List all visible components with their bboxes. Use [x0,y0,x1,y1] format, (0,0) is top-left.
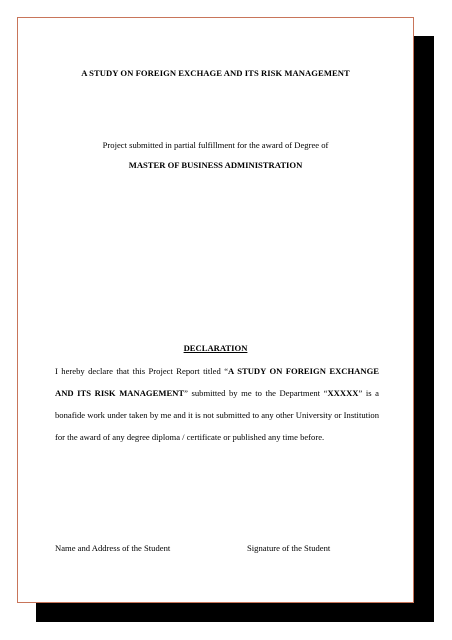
declaration-heading: DECLARATION [183,343,248,353]
declaration-text-3: ” is a bonafide work under taken by me and it is not submitted to any other University or Institution for the award of any degree diploma / certificate or published any time before. [55,388,379,442]
declaration-paragraph [55,360,379,448]
degree-title: MASTER OF BUSINESS ADMINISTRATION [128,160,303,170]
document-title: A STUDY ON FOREIGN EXCHAGE AND ITS RISK MANAGEMENT [81,68,350,78]
student-signature-label: Signature of the Student [247,543,331,553]
declaration-text-1: I hereby declare that this Project Report titled “ [55,366,229,376]
declaration-project-title: A STUDY ON FOREIGN EXCHANGE AND ITS RISK MANAGEMENT [55,366,379,398]
declaration-department: XXXXX [327,388,359,398]
document-page [17,17,414,603]
submission-text: Project submitted in partial fulfillment for the award of Degree of [102,140,329,150]
declaration-text-2: ” submitted by me to the Department “ [184,388,328,398]
student-name-address-label: Name and Address of the Student [55,543,171,553]
